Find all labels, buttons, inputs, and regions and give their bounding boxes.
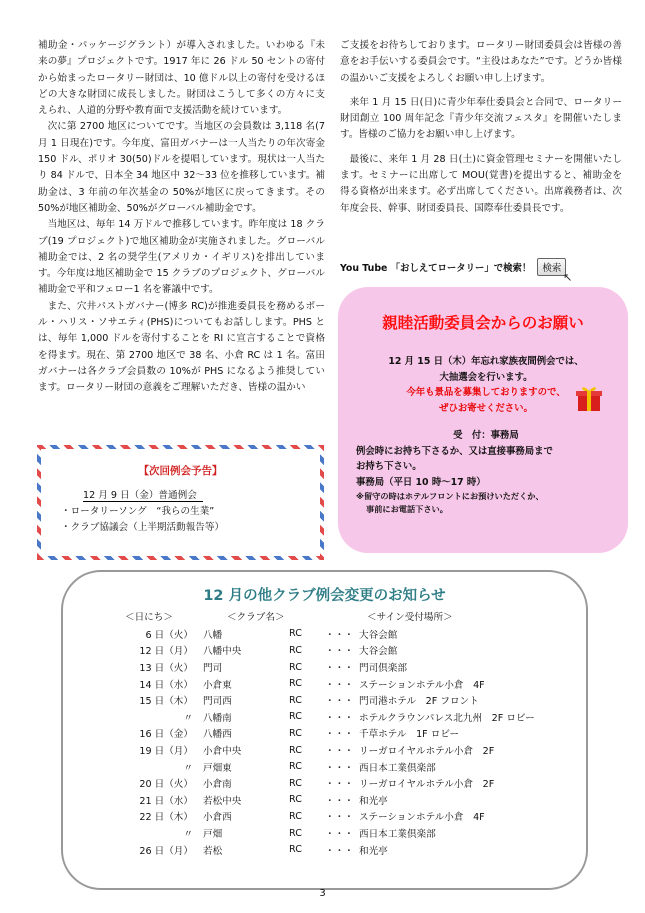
cell-club: 門司西 — [203, 696, 232, 708]
other-club-schedule-panel — [61, 570, 588, 890]
next-meeting-box — [37, 445, 324, 560]
header-club: ＜クラブ名＞ — [227, 612, 285, 624]
friendship-committee-notice — [338, 287, 628, 553]
cell-rc: RC — [289, 644, 302, 656]
table-row — [111, 626, 599, 643]
cell-rc: RC — [289, 810, 302, 822]
cell-place: リーガロイヤルホテル小倉 2F — [359, 746, 495, 758]
gift-box-icon — [575, 384, 603, 412]
article-paragraph: また、穴井パストガバナー(博多 RC)が推進委員長を務めるポール・ハリス・ソサエティ(PHS)についてもお話しします。PHS とは、毎年 1,000 ドルを寄付することを RI に宣言することで資格を得ます。現在、第 2700 地区で 38 名、小倉 RC は 1 名。富田ガバナーは各クラブ会員数の 10%が PHS になるよう推奨しています。ロータリー財団の意義をご理解いただき、皆様の温かい — [38, 300, 325, 394]
cell-club: 戸畑 — [203, 829, 223, 841]
cell-date: 〃 — [183, 829, 193, 841]
cell-place: 千草ホテル 1F ロビー — [359, 729, 460, 741]
cell-place: 和光亭 — [359, 795, 388, 807]
cell-rc: RC — [289, 628, 302, 640]
cell-date: 20 日（火） — [139, 779, 193, 791]
cell-dots: ・・・ — [325, 762, 354, 774]
table-row — [111, 692, 599, 709]
cell-date: 〃 — [183, 762, 193, 774]
schedule-header — [111, 608, 599, 625]
cell-dots: ・・・ — [325, 712, 354, 724]
list-item: ・ ロータリーソング “我らの生業” — [61, 504, 224, 520]
search-button[interactable] — [537, 258, 573, 284]
cell-date: 19 日（月） — [139, 746, 193, 758]
cell-date: 12 日（月） — [139, 646, 193, 658]
cell-rc: RC — [289, 678, 302, 690]
header-date: ＜日にち＞ — [125, 612, 173, 624]
notice-line: 例会時にお持ち下さるか、又は直接事務局まで — [356, 445, 553, 457]
notice-note: 事前にお電話下さい。 — [366, 504, 448, 514]
cell-club: 八幡 — [203, 629, 223, 641]
cell-place: 門司倶楽部 — [359, 663, 407, 675]
cell-place: 門司港ホテル 2F フロント — [359, 696, 479, 708]
cell-place: 和光亭 — [359, 845, 388, 857]
cell-place: ステーションホテル小倉 4F — [359, 812, 485, 824]
table-row — [111, 742, 599, 759]
cell-rc: RC — [289, 661, 302, 673]
cell-dots: ・・・ — [325, 663, 354, 675]
cell-club: 若松 — [203, 845, 223, 857]
youtube-search-text: You Tube 「おしえてロータリー」で検索！ — [340, 263, 532, 274]
cell-club: 若松中央 — [203, 795, 242, 807]
cell-dots: ・・・ — [325, 845, 354, 857]
table-row — [111, 709, 599, 726]
cell-rc: RC — [289, 744, 302, 756]
table-row — [111, 659, 599, 676]
notice-title: 親睦活動委員会からのお願い — [382, 314, 584, 332]
cell-date: 〃 — [183, 712, 193, 724]
article-paragraph: 当地区は、毎年 14 万ドルで推移しています。昨年度は 18 クラブ(19 プロジェクト)で地区補助金が実施されました。グローバル補助金では、2 名の奨学生(アメリカ・イギリス)を排出しています。今年度は地区補助金で 15 クラブのプロジェクト、グローバル補助金で平和フェロー1 名を審議中です。 — [38, 219, 325, 296]
cell-rc: RC — [289, 794, 302, 806]
notice-body — [356, 354, 616, 516]
next-meeting-date: 12 月 9 日（金）普通例会 — [83, 487, 203, 502]
cell-date: 6 日（火） — [145, 629, 193, 641]
cell-place: 西日本工業倶楽部 — [359, 762, 436, 774]
cell-place: 大谷会館 — [359, 629, 398, 641]
notice-line: 12 月 15 日（木）年忘れ家族夜間例会では、 — [388, 356, 584, 367]
cell-rc: RC — [289, 711, 302, 723]
cell-date: 13 日（火） — [139, 663, 193, 675]
notice-line: お持ち下さい。 — [356, 461, 422, 472]
cell-dots: ・・・ — [325, 696, 354, 708]
cell-club: 小倉中央 — [203, 746, 242, 758]
next-meeting-items — [61, 504, 224, 536]
search-button-label: 検索 — [542, 263, 562, 274]
youtube-search-row — [340, 258, 622, 284]
cell-place: ホテルクラウンパレス北九州 2F ロビー — [359, 712, 535, 724]
cell-date: 15 日（木） — [139, 696, 193, 708]
list-item: ・ クラブ協議会（上半期活動報告等） — [61, 520, 224, 536]
schedule-table — [111, 608, 599, 858]
right-article-column — [340, 38, 622, 217]
article-paragraph: 最後に、来年 1 月 28 日(土)に資金管理セミナーを開催いたします。セミナーに出席して MOU(覚書)を提出すると、補助金を得る資格が出来ます。必ず出席してください。出席義務者は、次年度会長、幹事、財団委員長、国際奉仕委員長です。 — [340, 153, 622, 214]
cell-place: 大谷会館 — [359, 646, 398, 658]
table-row — [111, 825, 599, 842]
cell-club: 小倉南 — [203, 779, 232, 791]
cell-date: 14 日（水） — [139, 679, 193, 691]
cell-dots: ・・・ — [325, 679, 354, 691]
notice-office-hours: 事務局（平日 10 時～17 時） — [356, 476, 486, 488]
cell-place: ステーションホテル小倉 4F — [359, 679, 485, 691]
cell-dots: ・・・ — [325, 812, 354, 824]
table-row — [111, 808, 599, 825]
cell-dots: ・・・ — [325, 729, 354, 741]
article-paragraph: 補助金・パッケージグラント）が導入されました。いわゆる『未来の夢』プロジェクトです。1917 年に 26 ドル 50 セントの寄付から始まったロータリー財団は、10 億ドル以上の寄付を受けるほどの大きな財団に成長しました。財団はこうして多くの方々に支えられ、人道的分野や教育面で支援活動を続けています。 — [38, 40, 325, 117]
cell-rc: RC — [289, 694, 302, 706]
cell-rc: RC — [289, 761, 302, 773]
mouse-cursor-icon: ↖ — [563, 271, 573, 284]
notice-line: 大抽選会を行います。 — [439, 371, 533, 383]
table-row — [111, 792, 599, 809]
cell-rc: RC — [289, 727, 302, 739]
page-number: 3 — [319, 888, 326, 899]
notice-note: ※留守の時はホテルフロントにお預けいただくか、 — [356, 491, 544, 501]
article-paragraph: 来年 1 月 15 日(日)に青少年奉仕委員会と合同で、ロータリー財団創立 100 周年記念『青少年交流フェスタ』を開催いたします。皆様のご協力をお願い申し上げます。 — [340, 96, 622, 141]
cell-date: 22 日（木） — [139, 812, 193, 824]
cell-club: 戸畑東 — [203, 762, 232, 774]
cell-rc: RC — [289, 777, 302, 789]
notice-highlight: 今年も景品を募集しておりますので、 — [406, 387, 566, 398]
cell-club: 門司 — [203, 663, 223, 675]
cell-club: 小倉西 — [203, 812, 232, 824]
table-row — [111, 642, 599, 659]
cell-club: 八幡南 — [203, 712, 232, 724]
cell-club: 小倉東 — [203, 679, 232, 691]
table-row — [111, 841, 599, 858]
cell-club: 八幡西 — [203, 729, 232, 741]
article-paragraph: 次に第 2700 地区についてです。当地区の会員数は 3,118 名(7 月 1 日現在)です。今年度、富田ガバナーは一人当たりの年次寄金 150 ドル、ポリオ 30(50)ドルを提唱しています。現状は一人当たり 84 ドルで、日本全 34 地区中 32～33 位を推移しています。補助金は、3 年前の年次基金の 50%が地区に戻ってきます。その 50%が地区補助金、50%がグローバル補助金です。 — [38, 121, 325, 214]
cell-place: リーガロイヤルホテル小倉 2F — [359, 779, 495, 791]
cell-dots: ・・・ — [325, 779, 354, 791]
table-row — [111, 725, 599, 742]
article-paragraph: ご支援をお待ちしております。ロータリー財団委員会は皆様の善意をお手伝いする委員会です。“主役はあなた”です。どうか皆様の温かいご支援をよろしくお願い申し上げます。 — [340, 40, 622, 84]
cell-dots: ・・・ — [325, 829, 354, 841]
cell-date: 16 日（金） — [139, 729, 193, 741]
cell-rc: RC — [289, 827, 302, 839]
left-article-column — [38, 38, 325, 397]
table-row — [111, 675, 599, 692]
cell-dots: ・・・ — [325, 629, 354, 641]
header-place: ＜サイン受付場所＞ — [367, 612, 453, 624]
next-meeting-title: 【次回例会予告】 — [138, 465, 223, 477]
cell-rc: RC — [289, 844, 302, 856]
cell-place: 西日本工業倶楽部 — [359, 829, 436, 841]
cell-dots: ・・・ — [325, 795, 354, 807]
notice-highlight: ぜひお寄せください。 — [439, 402, 533, 414]
table-row — [111, 758, 599, 775]
notice-reception: 受 付：事務局 — [453, 430, 519, 441]
cell-date: 21 日（水） — [139, 795, 193, 807]
cell-dots: ・・・ — [325, 746, 354, 758]
cell-club: 八幡中央 — [203, 646, 242, 658]
schedule-title: 12 月の他クラブ例会変更のお知らせ — [203, 588, 446, 604]
cell-dots: ・・・ — [325, 646, 354, 658]
table-row — [111, 775, 599, 792]
cell-date: 26 日（月） — [139, 845, 193, 857]
